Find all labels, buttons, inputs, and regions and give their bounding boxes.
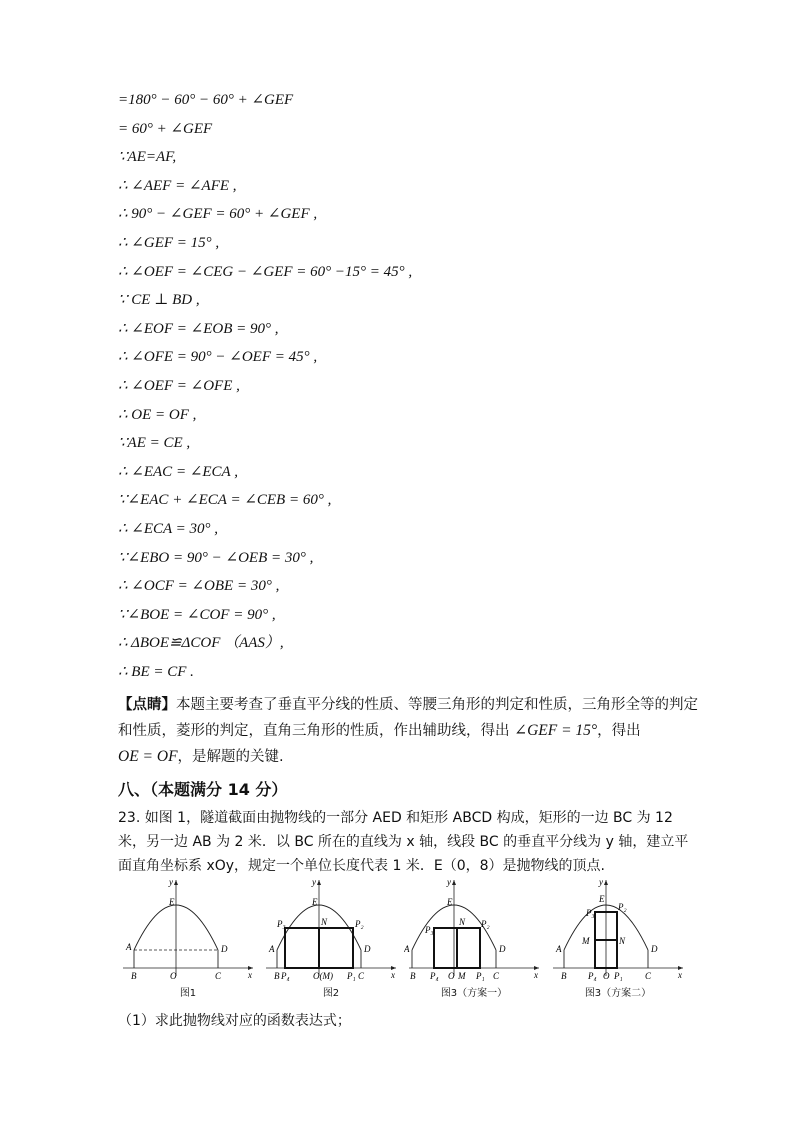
figure-1 bbox=[118, 872, 258, 1002]
figure-caption: 图2 bbox=[322, 988, 340, 999]
svg-text:C: C bbox=[493, 971, 500, 981]
comment-formula: OE = OF bbox=[118, 748, 178, 766]
svg-text:P₃: P₃ bbox=[425, 925, 434, 935]
question-1: （1）求此抛物线对应的函数表达式； bbox=[118, 1013, 351, 1029]
svg-text:E: E bbox=[312, 897, 318, 907]
svg-text:D: D bbox=[364, 944, 371, 954]
proof-line: ∴ ∠OEF = ∠CEG − ∠GEF = 60° −15° = 45° , bbox=[118, 263, 413, 280]
proof-line: ∴ ∠OCF = ∠OBE = 30° , bbox=[118, 578, 280, 595]
problem-text: 如图 1，隧道截面由抛物线的一部分 AED 和矩形 ABCD 构成，矩形的一边 BC 为 12 米，另一边 AB 为 2 米．以 BC 所在的直线为 x 轴，线段 BC 的垂直平分线为 y 轴，建立平面直角坐标系 xOy，规定一个单位长度代表 1 米．E（0，8）是抛物线的顶点. bbox=[118, 810, 689, 875]
svg-text:D: D bbox=[651, 944, 658, 954]
figure-caption: 图3（方案二） bbox=[584, 988, 652, 999]
svg-text:P₄: P₄ bbox=[588, 971, 597, 981]
figure-3-scheme-2-diagram bbox=[548, 872, 688, 984]
svg-text:A: A bbox=[404, 944, 410, 954]
svg-text:A: A bbox=[556, 944, 562, 954]
proof-line: ∵AE=AF, bbox=[118, 149, 177, 166]
proof-line: ∴ OE = OF , bbox=[118, 406, 197, 423]
proof-line: ∵∠EAC + ∠ECA = ∠CEB = 60° , bbox=[118, 492, 332, 509]
svg-text:P₃: P₃ bbox=[277, 919, 286, 929]
svg-text:D: D bbox=[221, 944, 228, 954]
proof-line: ∴ ∠EAC = ∠ECA , bbox=[118, 463, 238, 480]
figure-row bbox=[118, 872, 688, 1002]
svg-text:C: C bbox=[215, 971, 222, 981]
svg-text:P₁: P₁ bbox=[614, 971, 623, 981]
problem-number: 23. bbox=[118, 810, 141, 827]
svg-text:P₂: P₂ bbox=[618, 902, 627, 912]
svg-text:B: B bbox=[410, 971, 416, 981]
comment-text: ，得出 bbox=[597, 723, 641, 740]
proof-line: =180° − 60° − 60° + ∠GEF bbox=[118, 92, 294, 108]
comment-formula: ∠GEF = 15° bbox=[514, 722, 598, 740]
svg-text:N: N bbox=[321, 917, 328, 927]
svg-text:O: O bbox=[170, 971, 177, 981]
svg-text:A: A bbox=[126, 942, 132, 952]
proof-line: ∵ CE ⊥ BD , bbox=[118, 292, 200, 309]
figure-3-scheme-2 bbox=[548, 872, 688, 1002]
svg-text:P₄: P₄ bbox=[281, 971, 290, 981]
svg-text:x: x bbox=[534, 970, 538, 980]
proof-line: ∴ ∠OEF = ∠OFE , bbox=[118, 377, 240, 394]
svg-text:B: B bbox=[561, 971, 567, 981]
comment-text: ，是解题的关键. bbox=[177, 749, 284, 766]
svg-text:E: E bbox=[169, 897, 175, 907]
proof-line: ∵∠EBO = 90° − ∠OEB = 30° , bbox=[118, 549, 314, 566]
svg-text:B: B bbox=[131, 971, 137, 981]
proof-block bbox=[118, 86, 698, 686]
svg-text:P₃: P₃ bbox=[586, 908, 595, 918]
svg-text:N: N bbox=[619, 936, 626, 946]
svg-text:x: x bbox=[248, 970, 252, 980]
proof-line: ∵∠BOE = ∠COF = 90° , bbox=[118, 606, 276, 623]
svg-text:M: M bbox=[582, 936, 590, 946]
svg-text:x: x bbox=[391, 970, 395, 980]
svg-text:M: M bbox=[458, 971, 466, 981]
proof-line: ∴ ∠AEF = ∠AFE , bbox=[118, 177, 237, 194]
figure-caption: 图1 bbox=[179, 988, 197, 999]
svg-text:x: x bbox=[678, 970, 682, 980]
svg-text:E: E bbox=[599, 894, 605, 904]
comment-paragraph bbox=[118, 692, 698, 770]
svg-text:P₄: P₄ bbox=[430, 971, 439, 981]
figure-3-scheme-1-diagram bbox=[404, 872, 544, 984]
proof-line: ∴ ∠ECA = 30° , bbox=[118, 520, 219, 537]
svg-text:P₁: P₁ bbox=[347, 971, 356, 981]
svg-text:P₂: P₂ bbox=[355, 919, 364, 929]
svg-text:D: D bbox=[499, 944, 506, 954]
comment-label: 【点睛】 bbox=[118, 697, 176, 714]
proof-line: ∵AE = CE , bbox=[118, 435, 191, 452]
proof-line: ∴ ΔBOE≌ΔCOF （AAS）, bbox=[118, 635, 284, 652]
figure-3-scheme-1 bbox=[404, 872, 544, 1002]
svg-text:y: y bbox=[169, 877, 173, 887]
comment-text: 本题主要考查了垂直平分线的性质、等腰三角形的判定和性质，三角形全等的判定和性质，菱形的判定，直角三角形的性质，作出辅助线，得出 bbox=[118, 697, 698, 740]
proof-line: ∴ ∠GEF = 15° , bbox=[118, 234, 220, 251]
svg-text:C: C bbox=[645, 971, 652, 981]
section-title: 八、（本题满分 14 分） bbox=[118, 780, 288, 800]
svg-text:O(M): O(M) bbox=[313, 971, 333, 981]
proof-line: = 60° + ∠GEF bbox=[118, 120, 213, 137]
proof-line: ∴ ∠EOF = ∠EOB = 90° , bbox=[118, 320, 279, 337]
figure-caption: 图3（方案一） bbox=[440, 988, 508, 999]
figure-2-diagram bbox=[261, 872, 401, 984]
svg-text:E: E bbox=[447, 897, 453, 907]
document-page bbox=[118, 86, 698, 878]
figure-1-diagram bbox=[118, 872, 258, 984]
problem-statement bbox=[118, 806, 698, 878]
svg-text:y: y bbox=[599, 877, 603, 887]
proof-line: ∴ ∠OFE = 90° − ∠OEF = 45° , bbox=[118, 349, 318, 366]
svg-text:N: N bbox=[459, 917, 466, 927]
svg-text:C: C bbox=[358, 971, 365, 981]
svg-text:O: O bbox=[448, 971, 455, 981]
svg-text:y: y bbox=[312, 877, 316, 887]
proof-line: ∴ 90° − ∠GEF = 60° + ∠GEF , bbox=[118, 206, 318, 223]
svg-text:y: y bbox=[447, 877, 451, 887]
svg-text:A: A bbox=[269, 944, 275, 954]
proof-line: ∴ BE = CF . bbox=[118, 663, 194, 680]
svg-text:P₁: P₁ bbox=[476, 971, 485, 981]
figure-2 bbox=[261, 872, 401, 1002]
svg-text:O: O bbox=[603, 971, 610, 981]
svg-text:P₂: P₂ bbox=[481, 919, 490, 929]
svg-text:B: B bbox=[274, 971, 280, 981]
